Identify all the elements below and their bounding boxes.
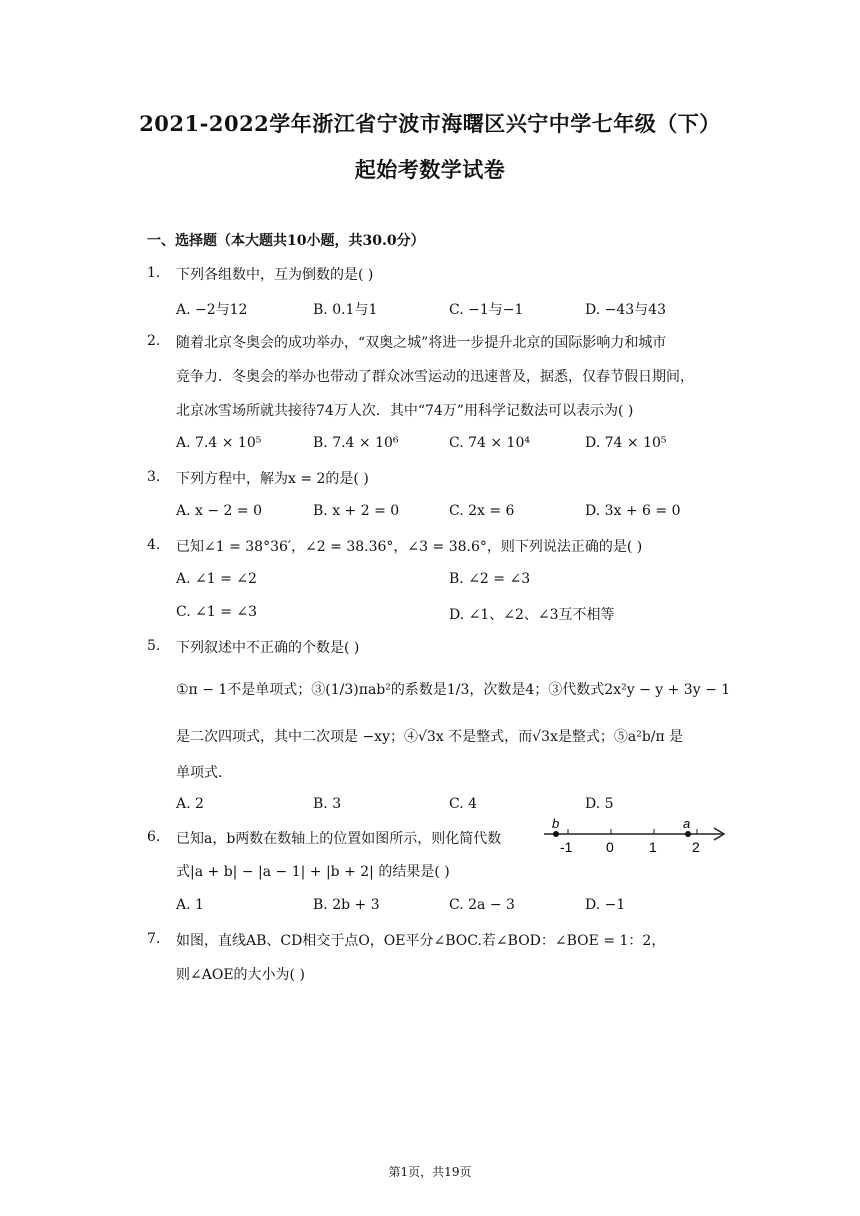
- question-text-line2: 式|a + b| − |a − 1| + |b + 2| 的结果是( ): [176, 864, 450, 880]
- point-a-label: a: [683, 816, 691, 831]
- option-a: A. x − 2 = 0: [176, 503, 262, 519]
- number-line-figure: [540, 816, 730, 860]
- option-c: C. 74 × 10⁴: [449, 435, 530, 451]
- section-heading: 一、选择题（本大题共10小题，共30.0分）: [147, 233, 425, 249]
- question-text: 下列各组数中，互为倒数的是( ): [176, 267, 374, 283]
- question-text: 下列方程中，解为x = 2的是( ): [176, 471, 369, 487]
- question-number: 1.: [147, 265, 161, 281]
- question-number: 4.: [147, 537, 161, 553]
- question-number: 6.: [147, 829, 161, 845]
- option-a: A. ∠1 = ∠2: [176, 571, 257, 587]
- option-b: B. 2b + 3: [313, 897, 380, 913]
- option-d: D. ∠1、∠2、∠3互不相等: [449, 607, 615, 623]
- option-b: B. ∠2 = ∠3: [449, 571, 531, 587]
- tick-label: 2: [692, 839, 700, 855]
- option-c: C. 4: [449, 796, 478, 812]
- option-b: B. x + 2 = 0: [313, 503, 400, 519]
- option-c: C. ∠1 = ∠3: [176, 604, 258, 620]
- option-a: A. 1: [176, 897, 204, 913]
- option-b: B. 3: [313, 796, 342, 812]
- option-b: B. 7.4 × 10⁶: [313, 435, 399, 451]
- question-text-line2: 是二次四项式，其中二次项是 −xy；④√3x 不是整式，而√3x是整式；⑤a²b/π 是: [176, 729, 684, 745]
- option-a: A. 2: [176, 796, 204, 812]
- page-footer: 第1页，共19页: [388, 1165, 472, 1179]
- question-text: 下列叙述中不正确的个数是( ): [176, 640, 360, 656]
- option-d: D. 5: [585, 796, 614, 812]
- tick-label: 0: [606, 839, 614, 855]
- question-number: 5.: [147, 638, 161, 654]
- question-text-line1: ①π − 1不是单项式；③(1/3)πab²的系数是1/3，次数是4；③代数式2x²y − y + 3y − 1: [176, 682, 731, 698]
- question-text-line3: 单项式．: [176, 765, 232, 781]
- question-text-line1: 如图，直线AB、CD相交于点O，OE平分∠BOC.若∠BOD：∠BOE = 1：2，: [176, 933, 666, 949]
- option-d: D. 74 × 10⁵: [585, 435, 667, 451]
- question-number: 7.: [147, 931, 161, 947]
- point-b-dot: [553, 831, 559, 837]
- point-a-dot: [685, 831, 691, 837]
- question-text-line1: 随着北京冬奥会的成功举办，“双奥之城”将进一步提升北京的国际影响力和城市: [176, 335, 667, 351]
- question-text-line1: 已知a，b两数在数轴上的位置如图所示，则化简代数: [176, 831, 502, 847]
- option-c: C. 2x = 6: [449, 503, 515, 519]
- question-text: 已知∠1 = 38°36′，∠2 = 38.36°，∠3 = 38.6°，则下列说法正确的是( ): [176, 539, 643, 555]
- option-d: D. −43与43: [585, 302, 666, 318]
- option-c: C. 2a − 3: [449, 897, 515, 913]
- option-c: C. −1与−1: [449, 302, 524, 318]
- option-d: D. 3x + 6 = 0: [585, 503, 681, 519]
- question-text-line2: 竞争力．冬奥会的举办也带动了群众冰雪运动的迅速普及，据悉，仅春节假日期间，: [176, 369, 694, 385]
- exam-title-line2: 起始考数学试卷: [354, 157, 506, 182]
- tick-label: 1: [649, 839, 657, 855]
- option-d: D. −1: [585, 897, 626, 913]
- exam-title-line1: 2021-2022学年浙江省宁波市海曙区兴宁中学七年级（下）: [139, 111, 721, 136]
- tick-label: -1: [560, 839, 573, 855]
- point-b-label: b: [552, 816, 560, 831]
- question-text-line3: 北京冰雪场所就共接待74万人次．其中“74万”用科学记数法可以表示为( ): [176, 403, 634, 419]
- option-a: A. −2与12: [176, 302, 248, 318]
- question-number: 3.: [147, 469, 161, 485]
- option-a: A. 7.4 × 10⁵: [176, 435, 262, 451]
- question-text-line2: 则∠AOE的大小为( ): [176, 967, 305, 983]
- question-number: 2.: [147, 333, 161, 349]
- option-b: B. 0.1与1: [313, 302, 378, 318]
